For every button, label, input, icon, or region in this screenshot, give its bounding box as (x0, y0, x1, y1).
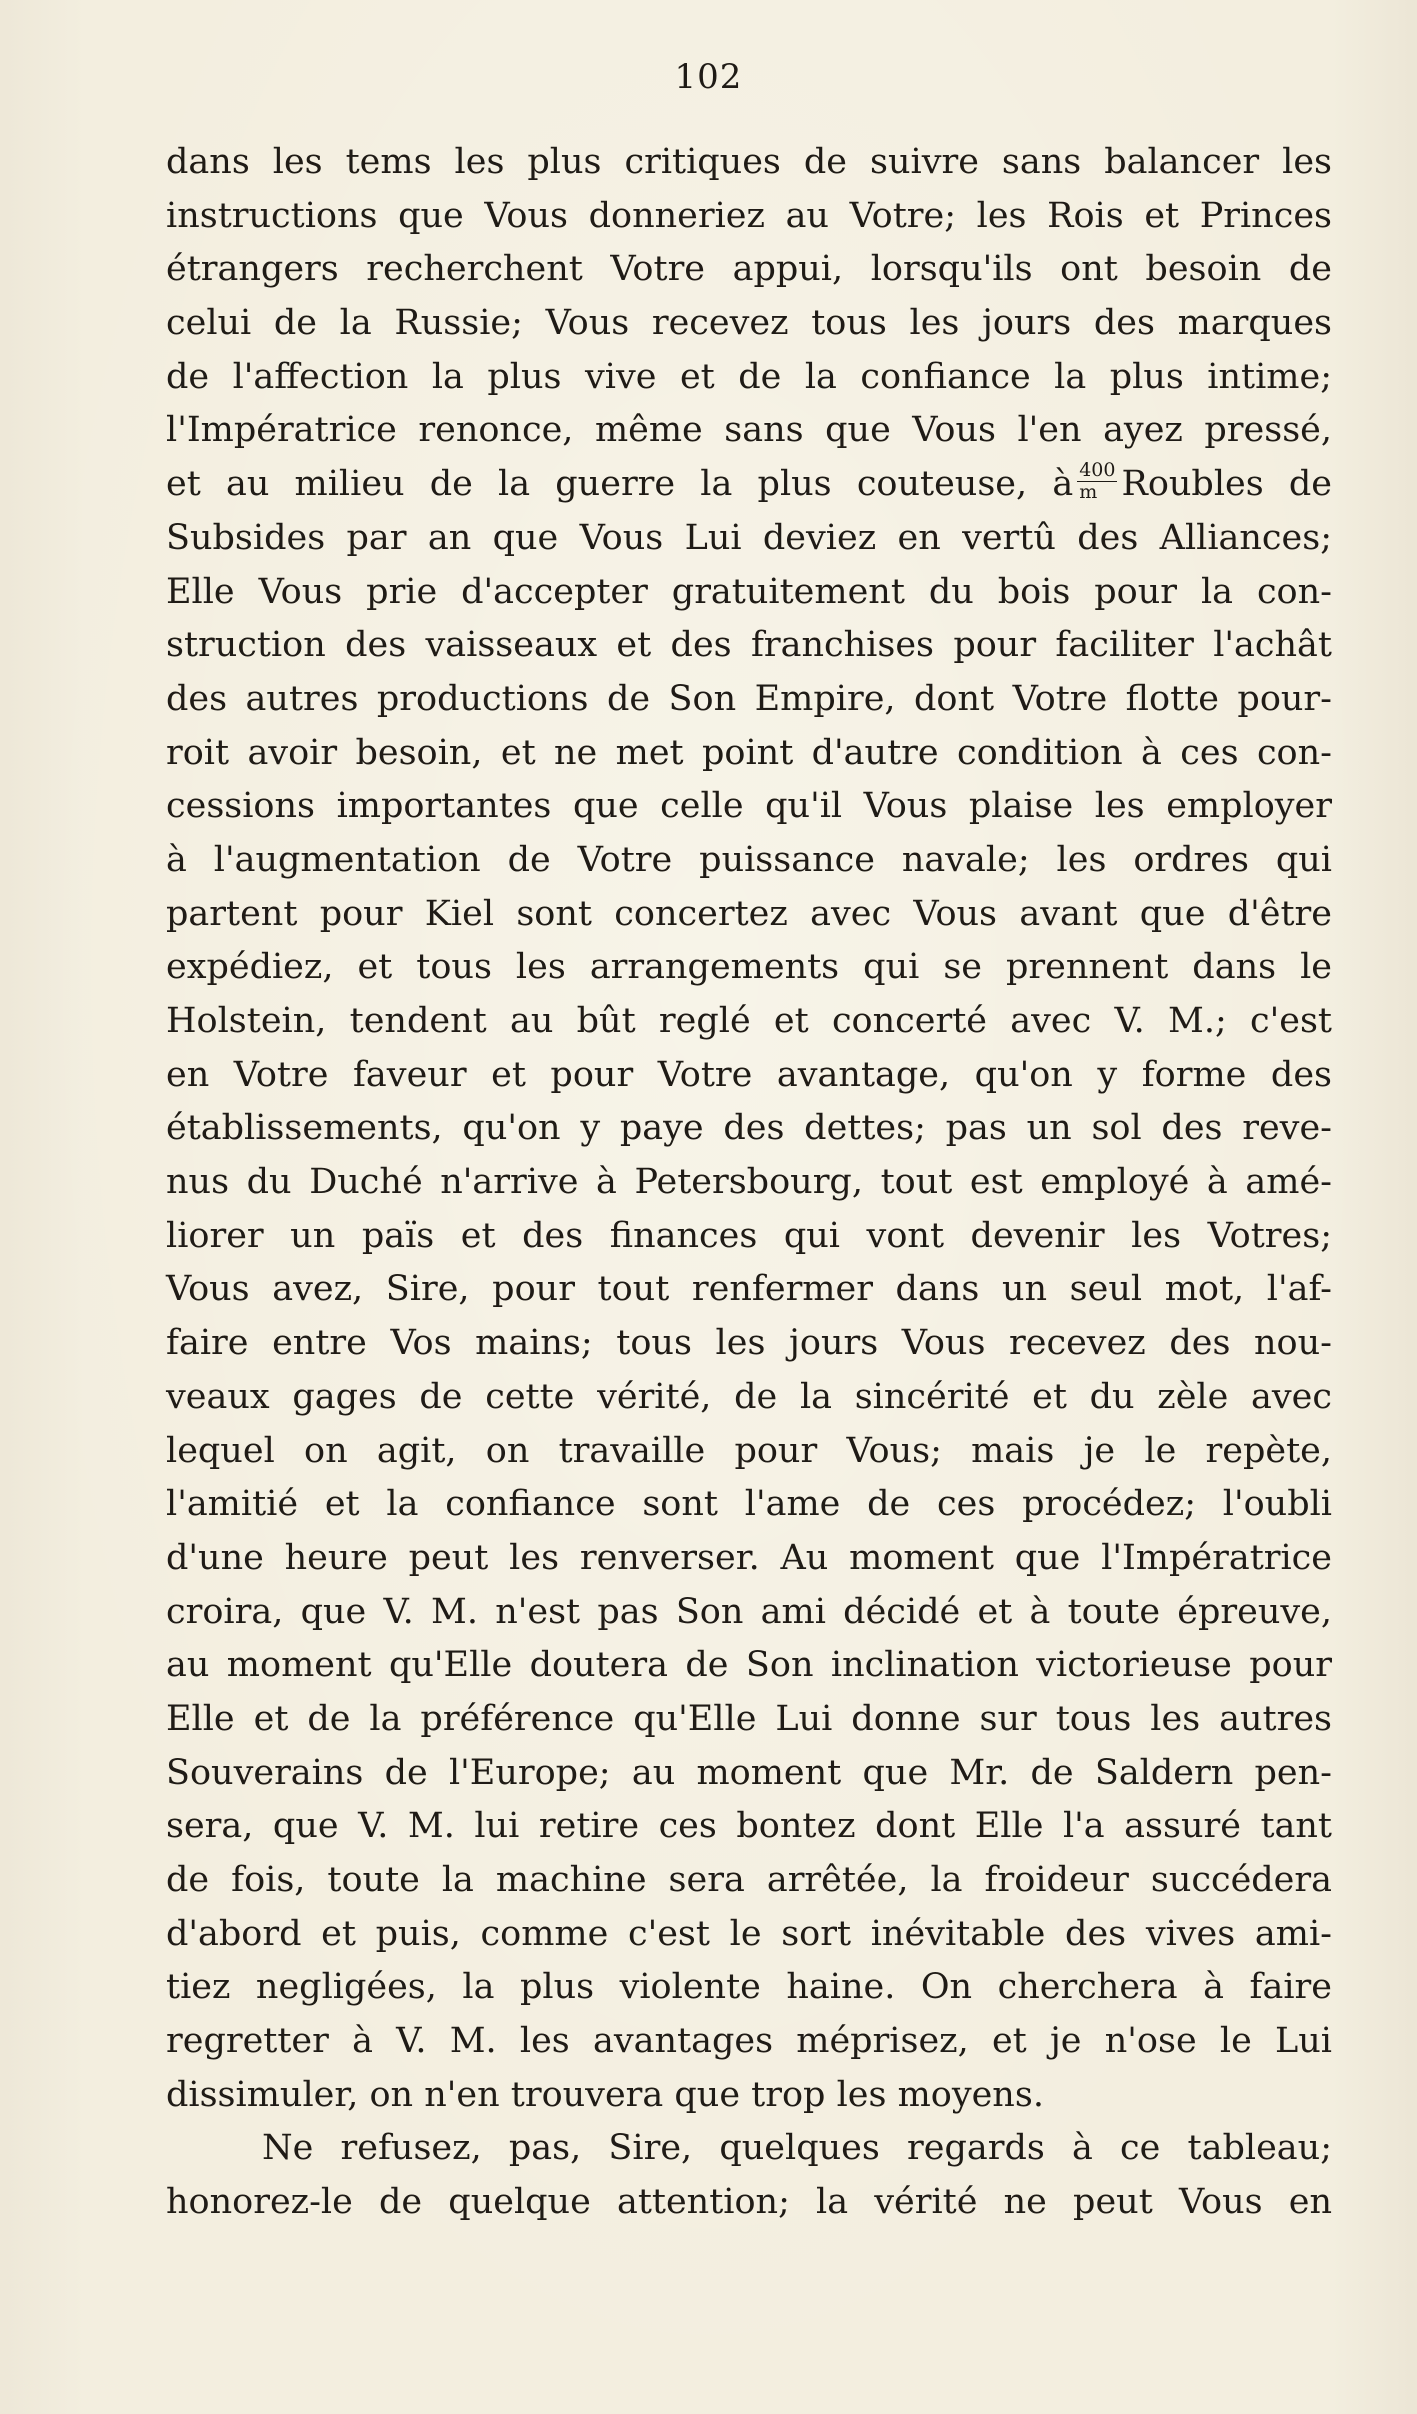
text-line: tiez negligées, la plus violente haine. On cherchera à faire (166, 1967, 1332, 2008)
text-line: l'Impératrice renonce, même sans que Vous l'en ayez pressé, (166, 410, 1332, 451)
text-line-with-fraction (166, 458, 1332, 512)
text-line: faire entre Vos mains; tous les jours Vous recevez des nou- (166, 1323, 1332, 1364)
page-number: 102 (674, 57, 743, 97)
fraction-denominator: m (1079, 481, 1098, 504)
text-line: lequel on agit, on travaille pour Vous; mais je le repète, (166, 1430, 1332, 1471)
text-line: de fois, toute la machine sera arrêtée, la froideur succédera (166, 1860, 1332, 1900)
paragraph-end-line: dissimuler, on n'en trouvera que trop les moyens. (166, 2074, 1044, 2115)
line-text-after-fraction: Roubles de (1121, 464, 1333, 505)
text-line: l'amitié et la confiance sont l'ame de ces procédez; l'oubli (166, 1484, 1332, 1525)
text-line: roit avoir besoin, et ne met point d'autre condition à ces con- (166, 732, 1332, 773)
text-line: Souverains de l'Europe; au moment que Mr. de Saldern pen- (166, 1752, 1332, 1793)
text-line: instructions que Vous donneriez au Votre; les Rois et Princes (166, 195, 1332, 236)
fraction-numerator: 400 (1079, 459, 1116, 482)
text-line: expédiez, et tous les arrangements qui se prennent dans le (166, 947, 1332, 988)
text-line: à l'augmentation de Votre puissance navale; les ordres qui (166, 839, 1332, 880)
text-line: sera, que V. M. lui retire ces bontez dont Elle l'a assuré tant (166, 1806, 1332, 1847)
text-line: celui de la Russie; Vous recevez tous les jours des marques (166, 303, 1332, 344)
text-line: des autres productions de Son Empire, dont Votre flotte pour- (166, 678, 1332, 719)
text-line: Holstein, tendent au bût reglé et concerté avec V. M.; c'est (166, 1001, 1332, 1041)
fraction (1077, 460, 1117, 503)
text-line: cessions importantes que celle qu'il Vous plaise les employer (166, 786, 1332, 827)
body-text (166, 136, 1332, 2230)
text-line: Subsides par an que Vous Lui deviez en vertû des Alliances; (166, 517, 1332, 558)
text-line: établissements, qu'on y paye des dettes; pas un sol des reve- (166, 1108, 1332, 1149)
text-line: dans les tems les plus critiques de suivre sans balancer les (166, 142, 1332, 182)
text-line: d'abord et puis, comme c'est le sort inévitable des vives ami- (166, 1913, 1332, 1954)
text-line: struction des vaisseaux et des franchises pour faciliter l'achât (166, 625, 1332, 666)
text-line: veaux gages de cette vérité, de la sincérité et du zèle avec (166, 1376, 1332, 1417)
paragraph-start-line: Ne refusez, pas, Sire, quelques regards à ce tableau; (262, 2128, 1332, 2169)
text-line: Vous avez, Sire, pour tout renfermer dans un seul mot, l'af- (166, 1269, 1332, 1310)
line-text-before-fraction: et au milieu de la guerre la plus couteuse, à (166, 464, 1074, 505)
text-line: partent pour Kiel sont concertez avec Vous avant que d'être (166, 893, 1332, 934)
text-line: liorer un païs et des finances qui vont devenir les Votres; (166, 1215, 1332, 1256)
text-line: Elle Vous prie d'accepter gratuitement du bois pour la con- (166, 571, 1332, 612)
text-line: honorez-le de quelque attention; la vérité ne peut Vous en (166, 2182, 1332, 2223)
text-line: étrangers recherchent Votre appui, lorsqu'ils ont besoin de (166, 249, 1332, 290)
text-line: en Votre faveur et pour Votre avantage, qu'on y forme des (166, 1054, 1332, 1095)
text-line: au moment qu'Elle doutera de Son inclination victorieuse pour (166, 1645, 1332, 1686)
text-line: nus du Duché n'arrive à Petersbourg, tout est employé à amé- (166, 1162, 1332, 1203)
text-line: d'une heure peut les renverser. Au moment que l'Impératrice (166, 1537, 1332, 1578)
text-line: croira, que V. M. n'est pas Son ami décidé et à toute épreuve, (166, 1591, 1332, 1632)
text-line: regretter à V. M. les avantages méprisez, et je n'ose le Lui (166, 2021, 1332, 2062)
text-line: de l'affection la plus vive et de la confiance la plus intime; (166, 356, 1332, 397)
text-line: Elle et de la préférence qu'Elle Lui donne sur tous les autres (166, 1698, 1332, 1739)
